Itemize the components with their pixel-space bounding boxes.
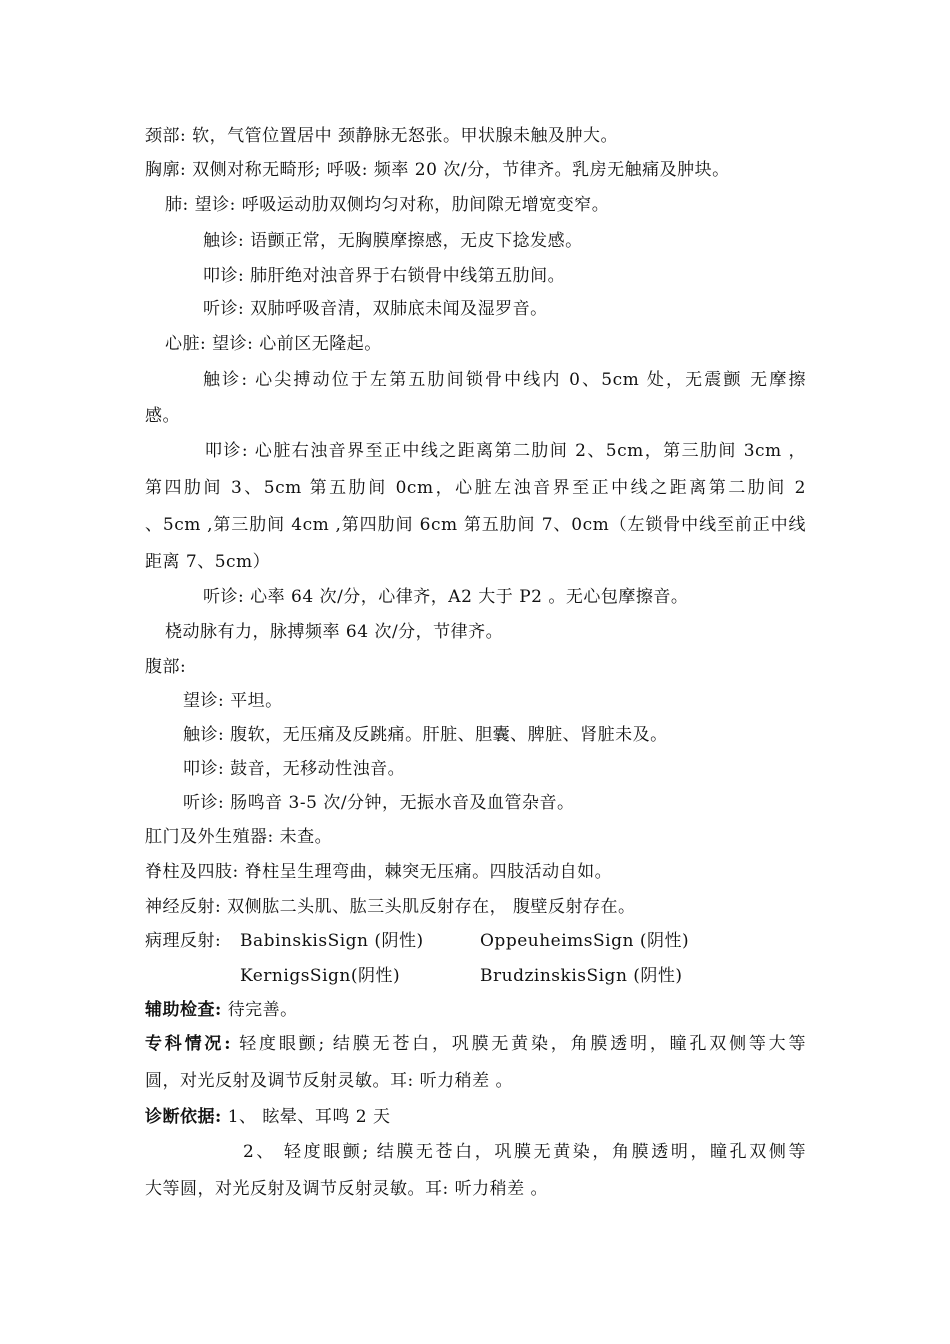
- heart-percussion-4: 距离 7、5cm）: [145, 552, 271, 572]
- thorax-line: [145, 158, 730, 182]
- abdomen-palpation: 触诊: 腹软，无压痛及反跳痛。肝脏、胆囊、脾脏、肾脏未及。: [183, 725, 668, 745]
- neck-label: 颈部:: [145, 126, 187, 146]
- heart-auscultation: 听诊: 心率 64 次/分，心律齐，A2 大于 P2 。无心包摩擦音。: [203, 587, 689, 607]
- kernig-sign: KernigsSign(阴性): [240, 966, 401, 986]
- diagnosis-item-2-line-1: 2、 轻度眼颤; 结膜无苍白，巩膜无黄染，角膜透明，瞳孔双侧等: [243, 1142, 806, 1162]
- pulse-line: 桡动脉有力，脉搏频率 64 次/分，节律齐。: [165, 622, 504, 642]
- lung-palpation: 触诊: 语颤正常，无胸膜摩擦感，无皮下捻发感。: [203, 231, 583, 251]
- aux-label: 辅助检查:: [145, 1000, 222, 1020]
- diagnosis-item-2-line-2: 大等圆，对光反射及调节反射灵敏。耳: 听力稍差 。: [145, 1179, 549, 1199]
- heart-label: 心脏:: [165, 334, 207, 354]
- heart-inspection-line: [165, 332, 382, 356]
- special-label: 专科情况:: [145, 1034, 232, 1054]
- heart-percussion-1: 叩诊: 心脏右浊音界至正中线之距离第二肋间 2、5cm，第三肋间 3cm ，: [205, 441, 806, 461]
- oppenheim-sign: OppeuheimsSign (阴性): [480, 931, 690, 951]
- special-line-1: [145, 1032, 806, 1056]
- spine-line: 脊柱及四肢: 脊柱呈生理弯曲，棘突无压痛。四肢活动自如。: [145, 862, 613, 882]
- heart-percussion-2: 第四肋间 3、5cm 第五肋间 0cm，心脏左浊音界至正中线之距离第二肋间 2: [145, 478, 806, 498]
- lung-inspection: 望诊: 呼吸运动肋双侧均匀对称，肋间隙无增宽变窄。: [194, 195, 610, 215]
- abdomen-auscultation: 听诊: 肠鸣音 3-5 次/分钟，无振水音及血管杂音。: [183, 793, 575, 813]
- heart-palpation-2: 感。: [145, 406, 180, 426]
- lung-percussion: 叩诊: 肺肝绝对浊音界于右锁骨中线第五肋间。: [203, 266, 566, 286]
- diagnosis-line-1: [145, 1105, 391, 1129]
- neck-line: [145, 124, 618, 148]
- aux-text: 待完善。: [227, 1000, 298, 1020]
- diagnosis-label: 诊断依据:: [145, 1107, 222, 1127]
- thorax-text: 双侧对称无畸形; 呼吸: 频率 20 次/分，节律齐。乳房无触痛及肿块。: [192, 160, 730, 180]
- heart-percussion-3: 、5cm ,第三肋间 4cm ,第四肋间 6cm 第五肋间 7、0cm（左锁骨中线至前正中线: [145, 515, 806, 535]
- special-text-2: 圆，对光反射及调节反射灵敏。耳: 听力稍差 。: [145, 1071, 514, 1091]
- neck-text: 软，气管位置居中 颈静脉无怒张。甲状腺未触及肿大。: [192, 126, 619, 146]
- abdomen-inspection: 望诊: 平坦。: [183, 691, 283, 711]
- pathological-label: 病理反射:: [145, 931, 222, 951]
- anus-line: 肛门及外生殖器: 未查。: [145, 827, 333, 847]
- diagnosis-item-1: 1、 眩晕、耳鸣 2 天: [227, 1107, 391, 1127]
- aux-line: [145, 998, 298, 1022]
- lung-auscultation: 听诊: 双肺呼吸音清，双肺底未闻及湿罗音。: [203, 299, 548, 319]
- abdomen-label: 腹部:: [145, 657, 187, 677]
- lung-label: 肺:: [165, 195, 189, 215]
- heart-palpation-1: 触诊: 心尖搏动位于左第五肋间锁骨中线内 0、5cm 处，无震颤 无摩擦: [203, 370, 806, 390]
- heart-inspection: 望诊: 心前区无隆起。: [212, 334, 382, 354]
- neuro-line: 神经反射: 双侧肱二头肌、肱三头肌反射存在， 腹壁反射存在。: [145, 897, 636, 917]
- thorax-label: 胸廓:: [145, 160, 187, 180]
- abdomen-percussion: 叩诊: 鼓音，无移动性浊音。: [183, 759, 406, 779]
- brudzinski-sign: BrudzinskisSign (阴性): [480, 966, 683, 986]
- babinski-sign: BabinskisSign (阴性): [240, 931, 424, 951]
- special-text-1: 轻度眼颤; 结膜无苍白，巩膜无黄染，角膜透明，瞳孔双侧等大等: [239, 1034, 806, 1054]
- lung-inspection-line: [165, 193, 609, 217]
